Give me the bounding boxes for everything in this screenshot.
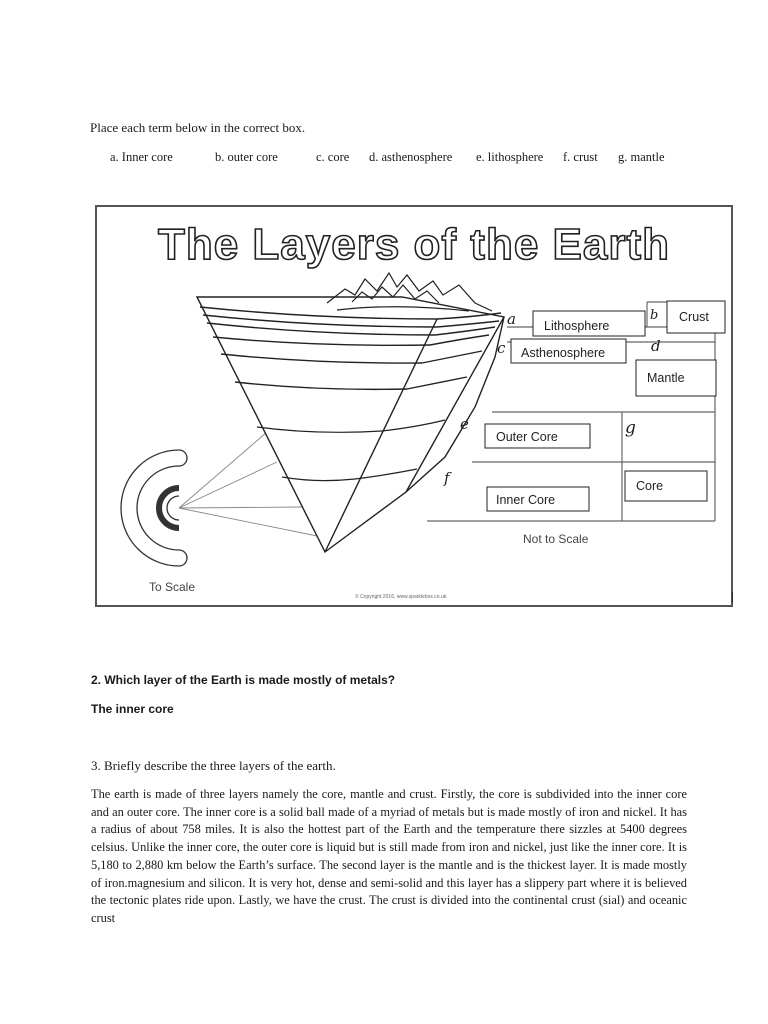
answer-3-paragraph: The earth is made of three layers namely the core, mantle and crust. Firstly, the core is subdivided into the inner core and an outer core. The inner core is a solid ball made of a myriad of metals but is made mostly of iron and nickel. It has a radius of about 758 miles. It is also the hottest part of the Earth and the temperature there sizzles at 5400 degrees celsius. Unlike the inner core, the outer core is liquid but is still made from iron and nickel, just like the inner core. It is 5,180 to 2,880 km below the Earth’s surface. The second layer is the mantle and is the thickest layer. It is made mostly of iron.magnesium and silicon. It is very hot, dense and semi-solid and this layer has a slippery part where it is believed the tectonic plates ride upon. Lastly, we have the crust. The crust is divided into the continental crust (sial) and oceanic crust [91, 787, 687, 925]
term-b: b. outer core [215, 150, 278, 164]
term-c: c. core [316, 150, 350, 164]
term-g: g. mantle [618, 150, 665, 164]
letter-g: g [625, 418, 636, 438]
earth-layers-figure [95, 205, 733, 607]
letter-a: a [507, 310, 516, 328]
question-3: 3. Briefly describe the three layers of the earth. [91, 758, 336, 773]
letter-d: d [651, 337, 661, 355]
asthenosphere-label: Asthenosphere [521, 346, 606, 360]
crust-label: Crust [679, 310, 709, 324]
not-to-scale-label: Not to Scale [523, 532, 589, 546]
letter-b: b [650, 308, 659, 323]
letter-e: e [460, 415, 469, 433]
answer-2: The inner core [91, 702, 174, 716]
term-list [110, 150, 730, 168]
earth-wedge [197, 297, 504, 552]
term-f: f. crust [563, 150, 598, 164]
instruction-text: Place each term below in the correct box. [90, 120, 306, 135]
term-a: a. Inner core [110, 150, 173, 164]
core-label: Core [636, 479, 664, 493]
outer-core-label: Outer Core [496, 430, 558, 444]
text-cursor: | [731, 592, 734, 603]
figure-title: The Layers of the Earth [157, 220, 671, 269]
lithosphere-label: Lithosphere [544, 319, 610, 333]
term-d: d. asthenosphere [369, 150, 453, 164]
mantle-label: Mantle [647, 371, 685, 385]
term-e: e. lithosphere [476, 150, 544, 164]
to-scale-label: To Scale [149, 580, 196, 594]
earth-diagram [97, 207, 731, 605]
letter-f: f [444, 469, 450, 487]
letter-c: c [497, 339, 506, 357]
to-scale-earth [121, 450, 187, 566]
inner-core-label: Inner Core [496, 493, 556, 507]
copyright-note: © Copyright 2016, www.sparklebox.co.uk [355, 594, 447, 600]
question-2: 2. Which layer of the Earth is made mostly of metals? [91, 673, 396, 687]
